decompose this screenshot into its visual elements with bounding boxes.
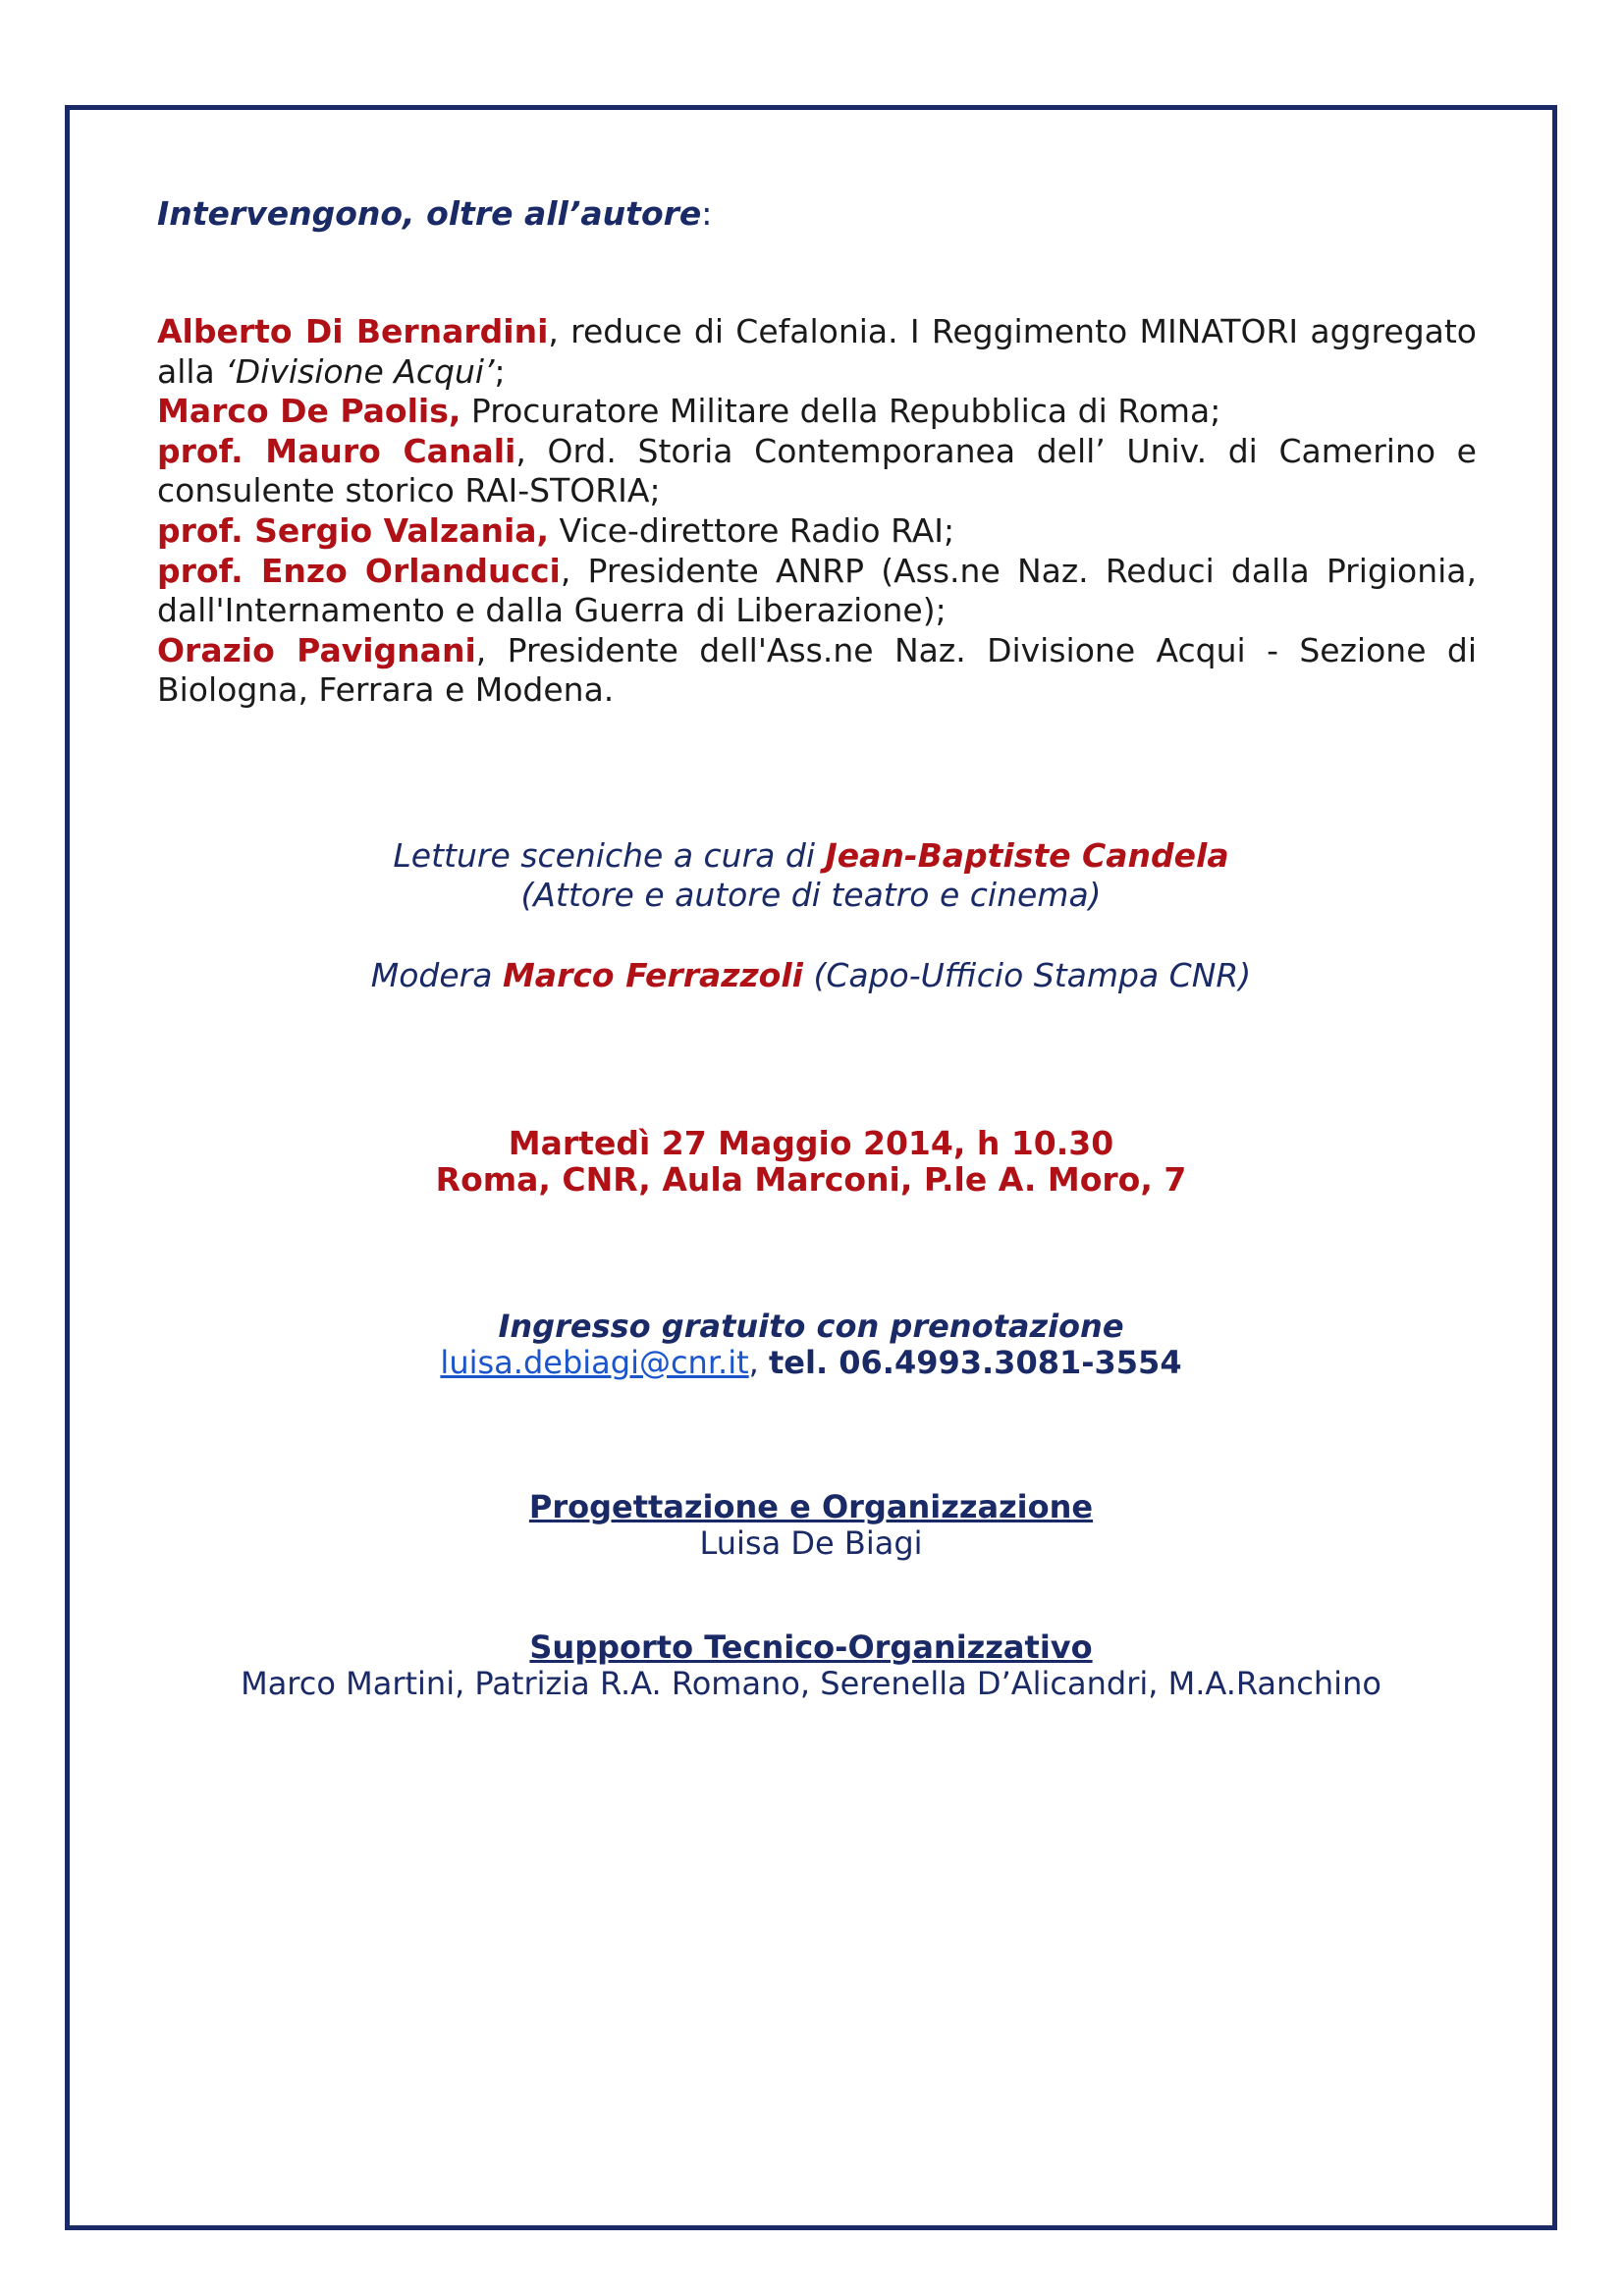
design-block: [65, 1489, 1557, 1562]
email-link[interactable]: luisa.debiagi@cnr.it: [440, 1344, 749, 1381]
speaker-name: Orazio Pavignani: [157, 630, 476, 669]
speaker-text: , Presidente ANRP (Ass.ne Naz. Reduci dalla Prigionia, dall'Internamento e dalla Guerra di Liberazione);: [157, 551, 1477, 630]
moderator-name: Marco Ferrazzoli: [502, 956, 803, 994]
readings-name: Jean-Baptiste Candela: [825, 836, 1229, 875]
speakers-list: [157, 312, 1477, 711]
speaker-item: [157, 552, 1477, 631]
speaker-item: [157, 312, 1477, 392]
support-block: [65, 1629, 1557, 1702]
speaker-name: prof. Enzo Orlanducci: [157, 551, 561, 590]
design-heading: Progettazione e Organizzazione: [528, 1488, 1094, 1525]
intro-line: [157, 194, 712, 233]
readings-block: [65, 836, 1557, 915]
moderator-role: (Capo-Ufficio Stampa CNR): [802, 956, 1252, 994]
speaker-italic: ‘Divisione Acqui’: [225, 351, 495, 391]
speaker-name: prof. Mauro Canali: [157, 431, 516, 470]
speaker-text: , Presidente dell'Ass.ne Naz. Divisione Acqui - Sezione di Biologna, Ferrara e Modena.: [157, 630, 1478, 710]
entry-phone: tel. 06.4993.3081-3554: [769, 1344, 1182, 1381]
speaker-text: , reduce di Cefalonia. I Reggimento MINATORI aggregato alla: [157, 312, 1477, 391]
readings-line: [65, 836, 1557, 876]
event-details: [65, 1125, 1557, 1198]
speaker-name: Alberto Di Bernardini: [157, 312, 549, 350]
speaker-text: Vice-direttore Radio RAI;: [549, 510, 955, 550]
entry-contact: [65, 1345, 1557, 1381]
event-place: Roma, CNR, Aula Marconi, P.le A. Moro, 7: [435, 1160, 1187, 1199]
moderator-prefix: Modera: [370, 956, 503, 994]
support-heading: Supporto Tecnico-Organizzativo: [529, 1629, 1093, 1666]
speaker-text: Procuratore Militare della Repubblica di Roma;: [460, 392, 1221, 431]
design-name: Luisa De Biagi: [699, 1524, 923, 1562]
readings-role: (Attore e autore di teatro e cinema): [520, 876, 1102, 914]
entry-block: [65, 1308, 1557, 1381]
intro-colon: :: [701, 194, 713, 233]
moderator-line: [65, 956, 1557, 995]
speaker-text-after: ;: [494, 351, 506, 391]
entry-text: Ingresso gratuito con prenotazione: [498, 1308, 1124, 1345]
speaker-name: Marco De Paolis,: [157, 392, 461, 431]
support-names: Marco Martini, Patrizia R.A. Romano, Serenella D’Alicandri, M.A.Ranchino: [241, 1665, 1381, 1702]
readings-prefix: Letture sceniche a cura di: [393, 836, 826, 875]
event-date: Martedì 27 Maggio 2014, h 10.30: [508, 1124, 1114, 1162]
speaker-item: [157, 631, 1477, 711]
intro-label: Intervengono, oltre all’autore: [157, 194, 702, 233]
speaker-item: [157, 511, 1477, 552]
entry-sep: ,: [748, 1344, 769, 1381]
speaker-item: [157, 392, 1477, 432]
speaker-item: [157, 432, 1477, 511]
speaker-name: prof. Sergio Valzania,: [157, 510, 550, 550]
speaker-text: , Ord. Storia Contemporanea dell’ Univ. di Camerino e consulente storico RAI-STORIA;: [157, 431, 1477, 510]
